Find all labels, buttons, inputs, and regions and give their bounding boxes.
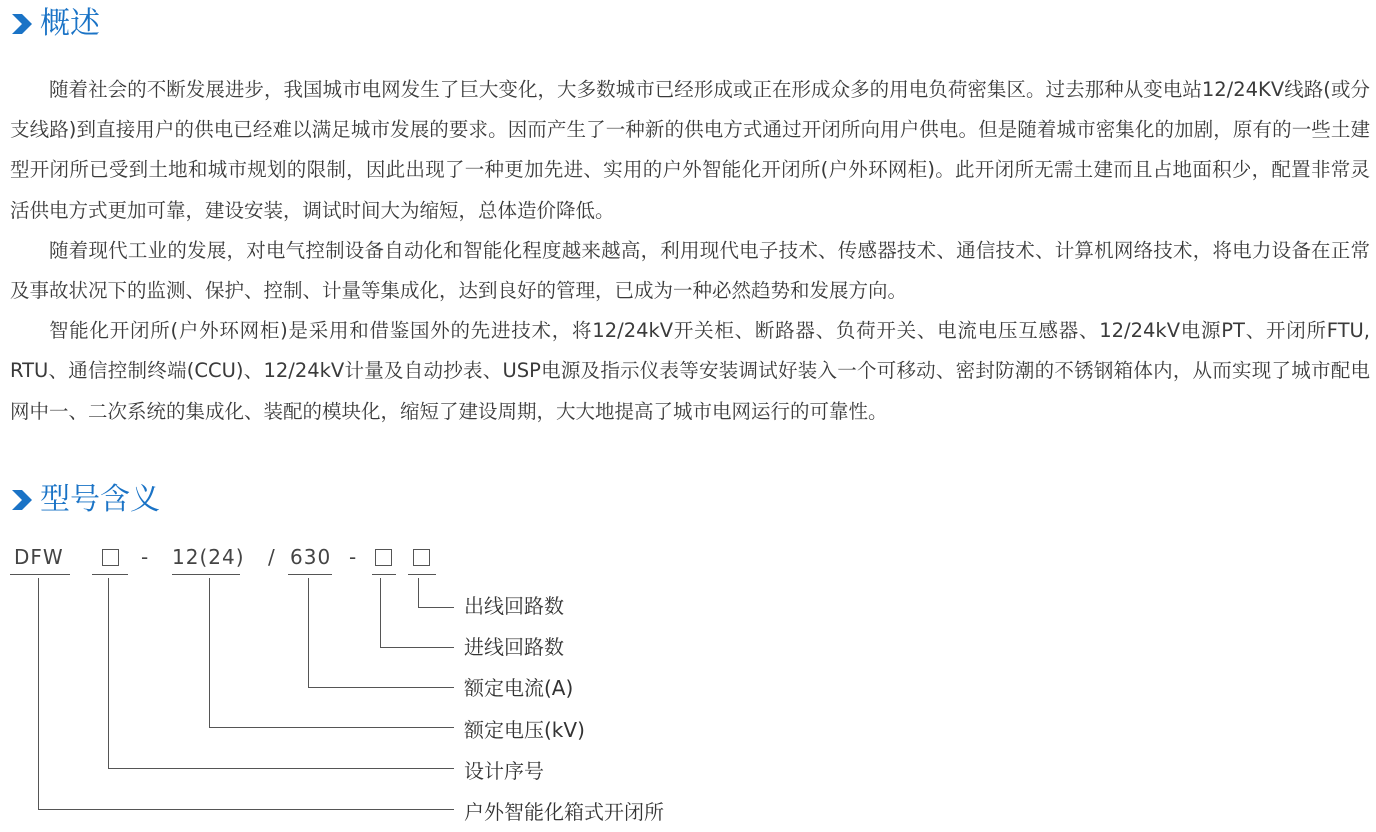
model-slash: /: [268, 545, 276, 569]
model-dash-2: -: [349, 545, 358, 569]
connector-design-v: [108, 578, 109, 769]
prefix-underline: [10, 574, 70, 575]
connector-type-v: [38, 578, 39, 810]
chevron-right-icon: [10, 488, 34, 512]
current-underline: [288, 574, 332, 575]
voltage-underline: [172, 574, 240, 575]
section-title-overview: [10, 6, 100, 42]
design-no-underline: [92, 574, 128, 575]
connector-voltage-h: [209, 727, 454, 728]
outgoing-circuits-box: [413, 549, 430, 566]
incoming-underline: [372, 574, 396, 575]
connector-outgoing-h: [418, 607, 454, 608]
model-voltage: 12(24): [172, 545, 245, 569]
label-product-type: 户外智能化箱式开闭所: [464, 800, 664, 824]
overview-paragraph-1: 随着社会的不断发展进步，我国城市电网发生了巨大变化，大多数城市已经形成或正在形成众多的用电负荷密集区。过去那种从变电站12/24KV线路(或分支线路)到直接用户的供电已经难以满足城市发展的要求。因而产生了一种新的供电方式通过开闭所向用户供电。但是随着城市密集化的加剧，原有的一些土建型开闭所已受到土地和城市规划的限制，因此出现了一种更加先进、实用的户外智能化开闭所(户外环网柜)。此开闭所无需土建而且占地面积少，配置非常灵活供电方式更加可靠，建设安装，调试时间大为缩短，总体造价降低。: [10, 78, 1370, 222]
overview-paragraph-3: 智能化开闭所(户外环网柜)是采用和借鉴国外的先进技术，将12/24kV开关柜、断路器、负荷开关、电流电压互感器、12/24kV电源PT、开闭所FTU, RTU、通信控制终端(CCU)、12/24kV计量及自动抄表、USP电源及指示仪表等安装调试好装入一个可移动、密封防潮的不锈钢箱体内，从而实现了城市配电网中一、二次系统的集成化、装配的模块化，缩短了建设周期，大大地提高了城市电网运行的可靠性。: [10, 319, 1370, 423]
overview-body: [10, 70, 1370, 432]
design-no-box: [102, 549, 119, 566]
connector-voltage-v: [209, 578, 210, 728]
overview-paragraph-2: 随着现代工业的发展，对电气控制设备自动化和智能化程度越来越高，利用现代电子技术、传感器技术、通信技术、计算机网络技术，将电力设备在正常及事故状况下的监测、保护、控制、计量等集成化，达到良好的管理，已成为一种必然趋势和发展方向。: [10, 238, 1370, 303]
model-title-text: 型号含义: [40, 482, 160, 517]
model-current: 630: [290, 545, 332, 569]
chevron-right-icon: [10, 12, 34, 36]
label-design-number: 设计序号: [464, 759, 544, 783]
connector-incoming-v: [380, 578, 381, 648]
outgoing-underline: [408, 574, 436, 575]
connector-current-h: [308, 687, 454, 688]
section-title-model: [10, 482, 160, 518]
label-incoming-circuits: 进线回路数: [464, 635, 564, 659]
label-rated-voltage: 额定电压(kV): [464, 718, 585, 742]
incoming-circuits-box: [375, 549, 392, 566]
label-outgoing-circuits: 出线回路数: [464, 594, 564, 618]
overview-title-text: 概述: [40, 6, 100, 41]
connector-incoming-h: [380, 647, 454, 648]
connector-current-v: [308, 578, 309, 688]
label-rated-current: 额定电流(A): [464, 676, 574, 700]
connector-outgoing-v: [418, 578, 419, 608]
connector-design-h: [108, 768, 454, 769]
model-dash-1: -: [141, 545, 150, 569]
connector-type-h: [38, 809, 454, 810]
model-prefix: DFW: [14, 545, 64, 569]
